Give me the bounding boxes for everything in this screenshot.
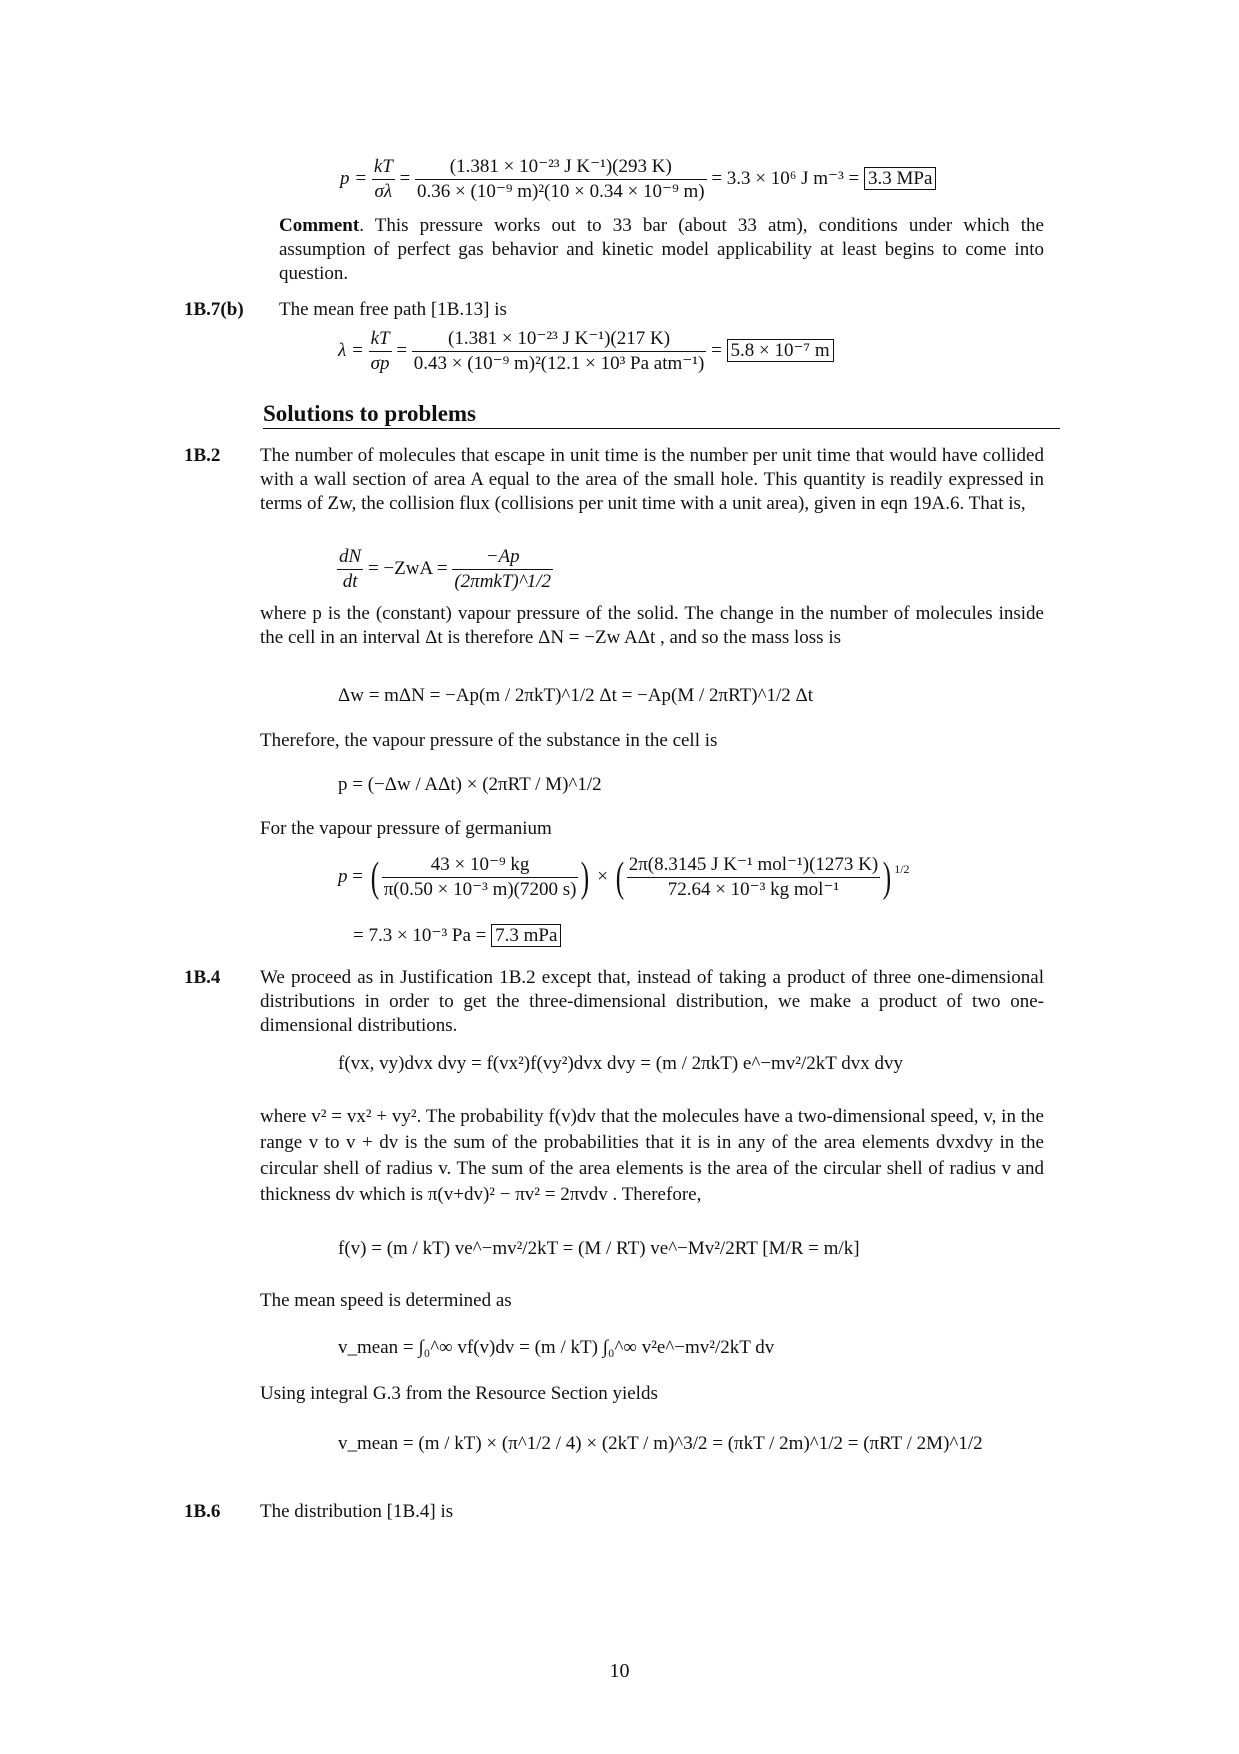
- fraction: $\frac{kT}{\sigma\lambda}$: [373, 156, 393, 202]
- exercise-label: 1B.7(b): [184, 299, 244, 320]
- boxed-result: 5.8 × 10⁻⁷ m: [727, 339, 834, 362]
- eq-mid: = −ZwA =: [367, 557, 448, 579]
- comment-paragraph: [279, 214, 1044, 286]
- eq-mid: = 7.3 × 10⁻³ Pa =: [353, 925, 487, 946]
- comment-label: Comment: [279, 215, 360, 236]
- fraction: $\frac{-Ap}{\text{(2πmkT)\textasciicircum{}1/2}}$: [454, 546, 552, 592]
- equation-speed-distribution: f(v) = (m / kT) ve^−mv²/2kT = (M / RT) ve^−Mv²/2RT [M/R = m/k]: [338, 1238, 860, 1259]
- problem-text: We proceed as in Justification 1B.2 except that, instead of taking a product of three one-dimensional distributions in order to get the three-dimensional distribution, we make a product of two one-dimensional distributions.: [260, 967, 1044, 1036]
- page-number: 10: [609, 1660, 630, 1682]
- fraction: $\frac{\text{2π(8.3145 J K⁻¹ mol⁻¹)(1273 K)}}{\text{72.64 × 10⁻³ kg mol⁻¹}}$: [628, 854, 879, 900]
- problem-label: 1B.6: [184, 1501, 221, 1522]
- problem-text-3: Therefore, the vapour pressure of the substance in the cell is: [260, 730, 718, 751]
- fraction: $\frac{\text{(1.381 × 10⁻²³ J K⁻¹)(293 K)}}{\text{0.36 × (10⁻⁹ m)²(10 × 0.34 × 10⁻⁹ m)}}$: [417, 156, 705, 202]
- problem-label: 1B.2: [184, 445, 221, 466]
- equation-mean-speed-result: v_mean = (m / kT) × (π^1/2 / 4) × (2kT / m)^3/2 = (πkT / 2m)^1/2 = (πRT / 2M)^1/2: [338, 1433, 983, 1454]
- problem-text-4: For the vapour pressure of germanium: [260, 818, 552, 839]
- boxed-result: 7.3 mPa: [491, 924, 561, 947]
- equation-mean-speed: v_mean = ∫₀^∞ vf(v)dv = (m / kT) ∫₀^∞ v²e^−mv²/2kT dv: [338, 1337, 775, 1358]
- fraction: $\frac{\text{(1.381 × 10⁻²³ J K⁻¹)(217 K)}}{\text{0.43 × (10⁻⁹ m)²(12.1 × 10³ Pa atm⁻¹)}}$: [413, 328, 705, 374]
- eq-lhs: λ =: [338, 339, 364, 361]
- fraction: $\frac{\text{43 × 10⁻⁹ kg}}{\text{π(0.50 × 10⁻³ m)(7200 s)}}$: [383, 854, 577, 900]
- problem-text-4: Using integral G.3 from the Resource Section yields: [260, 1383, 658, 1404]
- equation-germanium-result: [353, 924, 561, 948]
- fraction: $\frac{kT}{\sigma p}$: [370, 328, 390, 374]
- fraction: $\frac{dN}{dt}$: [339, 546, 362, 592]
- equation-mass-loss: Δw = mΔN = −Ap(m / 2πkT)^1/2 Δt = −Ap(M / 2πRT)^1/2 Δt: [338, 685, 814, 706]
- problem-text-2: where v² = vx² + vy². The probability f(v)dv that the molecules have a two-dimensional speed, v, in the range v to v + dv is the sum of the probabilities that it is in any of the area elements dvxdvy in the circular shell of radius v. The sum of the area elements is the area of the circular shell of radius v and thickness dv which is π(v+dv)² − πv² = 2πvdv . Therefore,: [260, 1106, 1044, 1205]
- eq-lhs: p =: [340, 167, 368, 189]
- equation-mean-free-path: λ = $\frac{kT}{\sigma p}$ = $\frac{\text{(1.381 × 10⁻²³ J K⁻¹)(217 K)}}{\text{0.43 × (10⁻⁹ m)²(12.1 × 10³ Pa atm⁻¹)}}$ = 5.8 × 10⁻⁷ m: [338, 327, 834, 376]
- equation-2d-distribution: f(vx, vy)dvx dvy = f(vx²)f(vy²)dvx dvy = (m / 2πkT) e^−mv²/2kT dvx dvy: [338, 1053, 904, 1074]
- problem-text: The number of molecules that escape in unit time is the number per unit time that would have collided with a wall section of area A equal to the area of the small hole. This quantity is readily expressed in terms of Zw, the collision flux (collisions per unit time with a unit area), given in eqn 19A.6. That is,: [260, 445, 1044, 514]
- eq-mid: = 3.3 × 10⁶ J m⁻³ =: [711, 167, 860, 189]
- equation-germanium: p = ( $\frac{\text{43 × 10⁻⁹ kg}}{\text{π(0.50 × 10⁻³ m)(7200 s)}}$ ) × ( $\frac{\text{2π(8.3145 J K⁻¹ mol⁻¹)(1273 K)}}{\text{72.64 × 10⁻³ kg mol⁻¹}}$ ) $^{1/2}$: [338, 854, 910, 901]
- equation-flux: [337, 545, 553, 594]
- exercise-text: The mean free path [1B.13] is: [279, 299, 507, 320]
- equation-vapour-pressure: p = (−Δw / AΔt) × (2πRT / M)^1/2: [338, 774, 602, 795]
- boxed-result: 3.3 MPa: [864, 167, 936, 190]
- comment-text: . This pressure works out to 33 bar (about 33 atm), conditions under which the assumption of perfect gas behavior and kinetic model applicability at least begins to come into question.: [279, 215, 1044, 284]
- problem-text: The distribution [1B.4] is: [260, 1501, 454, 1522]
- section-heading: Solutions to problems: [263, 402, 1060, 429]
- problem-text-3: The mean speed is determined as: [260, 1290, 512, 1311]
- problem-label: 1B.4: [184, 967, 221, 988]
- equation-pressure: p = $\frac{kT}{\sigma\lambda}$ = $\frac{\text{(1.381 × 10⁻²³ J K⁻¹)(293 K)}}{\text{0.36 × (10⁻⁹ m)²(10 × 0.34 × 10⁻⁹ m)}}$ = 3.3 × 10⁶ J m⁻³ = 3.3 MPa: [340, 155, 936, 204]
- problem-text-2: where p is the (constant) vapour pressure of the solid. The change in the number of molecules inside the cell in an interval Δt is therefore ΔN = −Zw AΔt , and so the mass loss is: [260, 603, 1044, 648]
